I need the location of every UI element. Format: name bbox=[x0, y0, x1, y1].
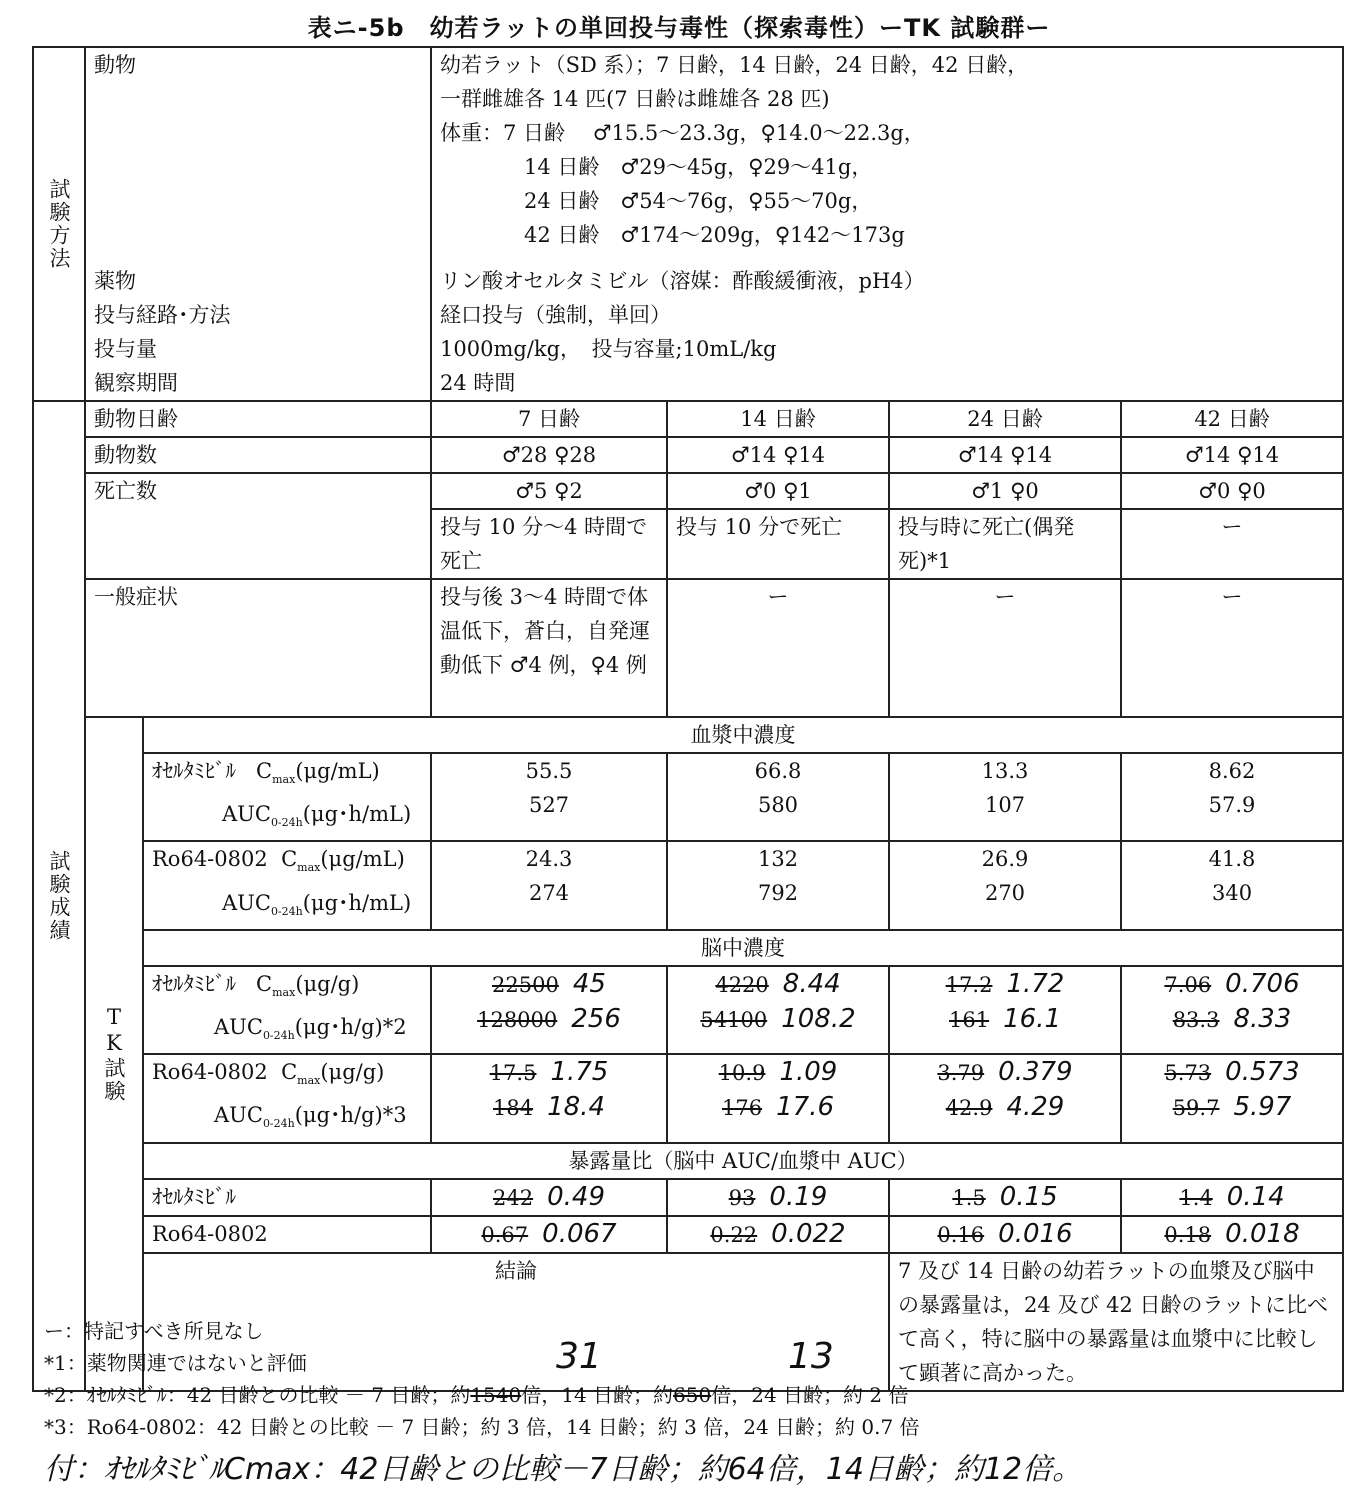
handwritten-value: 0.15 bbox=[999, 1181, 1058, 1212]
corrected-value bbox=[889, 1216, 1121, 1253]
struck-value: 242 bbox=[493, 1185, 534, 1210]
brain-value-cell bbox=[889, 1054, 1121, 1142]
handwritten-value: 0.14 bbox=[1226, 1181, 1285, 1212]
corrected-value bbox=[667, 1179, 889, 1216]
handwritten-addendum: 付：ｵｾﾙﾀﾐﾋﾞﾙCmax：42日齢との比較－7日齢；約64倍，14日齢；約12倍。 bbox=[44, 1452, 1083, 1487]
struck-value: 22500 bbox=[492, 972, 559, 997]
footnote-dash: ー：特記すべき所見なし bbox=[44, 1319, 264, 1343]
struck-value: 4220 bbox=[715, 972, 769, 997]
brain-compound-label: Ro64-0802 $C_{max}(\mu g/g)$ $AUC_{0-24h}(\mu g$･h/g)*3 bbox=[143, 1054, 431, 1142]
death-cell: ♂5 ♀2 bbox=[431, 473, 667, 509]
handwritten-value: 0.49 bbox=[547, 1181, 605, 1212]
age-cell: 14 日齢 bbox=[667, 401, 889, 437]
brain-value-cell bbox=[431, 1054, 667, 1142]
footnote-2-hand-7d: 31 bbox=[556, 1336, 602, 1377]
footnote-2-old-7d: 1540 bbox=[470, 1383, 522, 1407]
age-cell: 7 日齢 bbox=[431, 401, 667, 437]
footnote-2-old-14d: 650 bbox=[673, 1383, 712, 1407]
count-label: 動物数 bbox=[85, 437, 431, 473]
death-cell: ♂0 ♀0 bbox=[1121, 473, 1343, 509]
toxicity-table bbox=[32, 46, 1344, 1392]
ratio-compound-label: ｵｾﾙﾀﾐﾋﾞﾙ bbox=[143, 1179, 431, 1216]
corrected-value bbox=[889, 1179, 1121, 1216]
symptom-cell: 投与後 3～4 時間で体温低下，蒼白，自発運動低下 ♂4 例，♀4 例 bbox=[431, 579, 667, 717]
struck-value: 128000 bbox=[477, 1007, 558, 1032]
handwritten-value: 0.022 bbox=[771, 1218, 846, 1249]
brain-header: 脳中濃度 bbox=[143, 930, 1343, 966]
handwritten-value: 0.067 bbox=[542, 1218, 617, 1249]
period-value: 24 時間 bbox=[431, 366, 1343, 401]
conclusion-text: 7 及び 14 日齢の幼若ラットの血漿及び脳中の暴露量は，24 及び 42 日齢のラットに比べて高く，特に脳中の暴露量は血漿中に比較して顕著に高かった。 bbox=[889, 1253, 1343, 1391]
drug-value: リン酸オセルタミビル（溶媒：酢酸緩衝液，pH4） bbox=[431, 264, 1343, 298]
struck-value: 42.9 bbox=[945, 1096, 993, 1121]
struck-value: 5.73 bbox=[1164, 1061, 1212, 1086]
corrected-value bbox=[431, 1216, 667, 1253]
handwritten-value: 0.706 bbox=[1225, 968, 1300, 999]
death-note: 投与 10 分で死亡 bbox=[667, 509, 889, 579]
animal-label: 動物 bbox=[94, 53, 136, 77]
plasma-value-cell: 55.5 527 bbox=[431, 753, 667, 841]
plasma-compound-label: Ro64-0802 $C_{max}(\mu g/mL)$ $AUC_{0-24h}(\mu g$･h/mL) bbox=[143, 841, 431, 929]
death-cell: ♂1 ♀0 bbox=[889, 473, 1121, 509]
struck-value: 59.7 bbox=[1172, 1096, 1220, 1121]
symptom-label: 一般症状 bbox=[85, 579, 431, 717]
corrected-value bbox=[1121, 1216, 1343, 1253]
page-title: 表ニ-5b 幼若ラットの単回投与毒性（探索毒性）ーTK 試験群ー bbox=[307, 14, 1051, 42]
brain-value-cell bbox=[1121, 1054, 1343, 1142]
footnote-3: *3：Ro64-0802：42 日齢との比較 － 7 日齢；約 3 倍，14 日齢；約 3 倍，24 日齢；約 0.7 倍 bbox=[44, 1415, 920, 1439]
handwritten-value: 256 bbox=[571, 1003, 621, 1034]
brain-value-cell bbox=[667, 1054, 889, 1142]
symptom-cell: ー bbox=[1121, 579, 1343, 717]
handwritten-value: 0.016 bbox=[998, 1218, 1073, 1249]
struck-value: 93 bbox=[728, 1185, 756, 1210]
struck-value: 83.3 bbox=[1172, 1007, 1220, 1032]
count-cell: ♂14 ♀14 bbox=[889, 437, 1121, 473]
animal-value: 幼若ラット（SD 系）；7 日齢，14 日齢，24 日齢，42 日齢， 一群雌雄各 14 匹(7 日齢は雌雄各 28 匹) 体重：7 日齢 ♂15.5～23.3g，♀14.0～22.3g， 14 日齢 ♂29～45g，♀29～41g， 24 日齢 ♂54～76g，♀55～70g， 42 日齢 ♂174～209g，♀142～173g bbox=[431, 47, 1343, 264]
handwritten-value: 0.018 bbox=[1225, 1218, 1300, 1249]
symptom-cell: ー bbox=[889, 579, 1121, 717]
plasma-value-cell: 13.3 107 bbox=[889, 753, 1121, 841]
handwritten-value: 45 bbox=[572, 968, 606, 999]
handwritten-value: 5.97 bbox=[1233, 1092, 1292, 1123]
struck-value: 184 bbox=[493, 1096, 534, 1121]
plasma-value-cell: 24.3 274 bbox=[431, 841, 667, 929]
death-note: 投与 10 分～4 時間で死亡 bbox=[431, 509, 667, 579]
dose-label: 投与量 bbox=[85, 332, 431, 366]
plasma-value-cell: 8.62 57.9 bbox=[1121, 753, 1343, 841]
handwritten-value: 1.72 bbox=[1006, 968, 1065, 999]
dose-value: 1000mg/kg， 投与容量;10mL/kg bbox=[431, 332, 1343, 366]
struck-value: 54100 bbox=[700, 1007, 768, 1032]
corrected-value bbox=[1121, 1179, 1343, 1216]
method-section-label: 試験方法 bbox=[33, 47, 85, 401]
results-section-label: 試験成績 bbox=[33, 401, 85, 1391]
plasma-compound-label: ｵｾﾙﾀﾐﾋﾞﾙ $C_{max}(\mu g/mL)$ $AUC_{0-24h}(\mu g$･h/mL) bbox=[143, 753, 431, 841]
struck-value: 0.18 bbox=[1164, 1222, 1212, 1247]
struck-value: 0.67 bbox=[481, 1222, 529, 1247]
plasma-header: 血漿中濃度 bbox=[143, 717, 1343, 753]
brain-value-cell bbox=[1121, 966, 1343, 1054]
handwritten-value: 8.44 bbox=[782, 968, 841, 999]
handwritten-value: 0.573 bbox=[1225, 1057, 1300, 1088]
handwritten-value: 0.19 bbox=[769, 1181, 828, 1212]
death-note: 投与時に死亡(偶発死)*1 bbox=[889, 509, 1121, 579]
age-label: 動物日齢 bbox=[85, 401, 431, 437]
plasma-value-cell: 132 792 bbox=[667, 841, 889, 929]
count-cell: ♂28 ♀28 bbox=[431, 437, 667, 473]
conclusion-label: 結論 bbox=[143, 1253, 889, 1391]
struck-value: 1.5 bbox=[952, 1185, 986, 1210]
struck-value: 17.5 bbox=[489, 1061, 537, 1086]
handwritten-value: 108.2 bbox=[781, 1003, 856, 1034]
plasma-value-cell: 41.8 340 bbox=[1121, 841, 1343, 929]
footnote-1: *1：薬物関連ではないと評価 bbox=[44, 1351, 307, 1375]
struck-value: 0.16 bbox=[937, 1222, 985, 1247]
struck-value: 1.4 bbox=[1179, 1185, 1213, 1210]
plasma-value-cell: 66.8 580 bbox=[667, 753, 889, 841]
age-cell: 42 日齢 bbox=[1121, 401, 1343, 437]
struck-value: 161 bbox=[949, 1007, 990, 1032]
symptom-cell: ー bbox=[667, 579, 889, 717]
death-label: 死亡数 bbox=[85, 473, 431, 579]
ratio-compound-label: Ro64-0802 bbox=[143, 1216, 431, 1253]
struck-value: 176 bbox=[722, 1096, 763, 1121]
plasma-value-cell: 26.9 270 bbox=[889, 841, 1121, 929]
handwritten-value: 17.6 bbox=[776, 1092, 834, 1123]
corrected-value bbox=[667, 1216, 889, 1253]
tk-label: TK試験 bbox=[85, 717, 143, 1391]
handwritten-value: 4.29 bbox=[1006, 1092, 1065, 1123]
handwritten-value: 8.33 bbox=[1233, 1003, 1292, 1034]
struck-value: 10.9 bbox=[718, 1061, 766, 1086]
period-label: 観察期間 bbox=[85, 366, 431, 401]
age-cell: 24 日齢 bbox=[889, 401, 1121, 437]
ratio-header: 暴露量比（脳中 AUC/血漿中 AUC） bbox=[143, 1143, 1343, 1179]
route-label: 投与経路･方法 bbox=[85, 298, 431, 332]
death-note: ー bbox=[1121, 509, 1343, 579]
route-value: 経口投与（強制，単回） bbox=[431, 298, 1343, 332]
footnote-2-hand-14d: 13 bbox=[788, 1336, 834, 1377]
struck-value: 0.22 bbox=[710, 1222, 758, 1247]
death-cell: ♂0 ♀1 bbox=[667, 473, 889, 509]
handwritten-value: 16.1 bbox=[1003, 1003, 1061, 1034]
handwritten-value: 1.75 bbox=[550, 1057, 609, 1088]
corrected-value bbox=[431, 1179, 667, 1216]
struck-value: 3.79 bbox=[937, 1061, 985, 1086]
handwritten-value: 1.09 bbox=[779, 1057, 838, 1088]
handwritten-value: 18.4 bbox=[547, 1092, 605, 1123]
brain-value-cell bbox=[667, 966, 889, 1054]
footnote-2: *2：ｵｾﾙﾀﾐﾋﾞﾙ：42 日齢との比較 － 7 日齢；約1540倍，14 日齢；約650倍，24 日齢；約 2 倍 bbox=[44, 1383, 909, 1407]
brain-compound-label: ｵｾﾙﾀﾐﾋﾞﾙ $C_{max}(\mu g/g)$ $AUC_{0-24h}(\mu g$･h/g)*2 bbox=[143, 966, 431, 1054]
brain-value-cell bbox=[889, 966, 1121, 1054]
handwritten-value: 0.379 bbox=[998, 1057, 1073, 1088]
struck-value: 17.2 bbox=[945, 972, 993, 997]
count-cell: ♂14 ♀14 bbox=[667, 437, 889, 473]
count-cell: ♂14 ♀14 bbox=[1121, 437, 1343, 473]
brain-value-cell bbox=[431, 966, 667, 1054]
struck-value: 7.06 bbox=[1164, 972, 1212, 997]
drug-label: 薬物 bbox=[85, 264, 431, 298]
